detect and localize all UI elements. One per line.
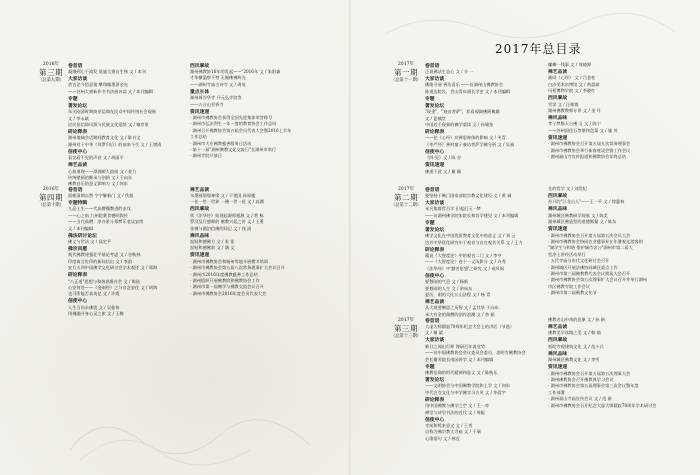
toc-entry: 风景博物学院 文 / 李晓红	[548, 88, 596, 94]
toc-entry: · 湖州市佛教协会协同农业慈事业在年暑观光游客的	[548, 239, 643, 245]
toc-entry: 凝聚到心不涣发 觉遍大建自生殇 文 / 本刊	[68, 69, 146, 74]
toc-entry: 入生当问永佛恩 文 / 吴桂伟	[68, 304, 120, 310]
toc-entry: 边芳中华优化研究中于观音与自在观音关系 文 / 王力	[425, 239, 523, 245]
toc-entry: 佛教美学丝路之美 文 / 韩 婧	[548, 330, 601, 336]
issue-year: 2017年	[397, 318, 415, 323]
toc-entry: 要偎刚的气息 文 / 杨新	[425, 279, 469, 285]
toc-entry: 窑贴和德佛前 文 / 涵 文	[190, 245, 235, 251]
section-heading: 佛法研讨论坛	[68, 232, 97, 239]
section-heading: 信使中心	[425, 148, 445, 155]
toc-entry: 藉说《大智度论》中的观音二门 文 / 李亨	[425, 253, 502, 259]
toc-column-b2-right	[190, 186, 340, 297]
toc-entry: 湖州对于中华《邦罗归后》的前来今生 文 / 王增清	[68, 141, 162, 147]
toc-entry: 寺前和鸣来意文 文 / 王秀	[425, 423, 473, 429]
section-heading: 研论释表	[68, 129, 88, 136]
section-heading: 大家访谈	[425, 200, 445, 206]
toc-entry: 心如道理——漂满颜人韵闻 文 / 金力	[68, 168, 137, 174]
issue-total: （总第十期）	[38, 203, 64, 208]
toc-entry: · 湖州市佛教协会举行新春座谈会暨工作会议	[548, 147, 631, 153]
issue-year: 2017年	[397, 187, 415, 192]
toc-column-b4-left	[425, 186, 545, 318]
toc-entry: 九品上生——代高僧懂教进的步伐	[68, 206, 131, 212]
toc-entry: 一花一世一世界 一佛一世一花 文 / 高渊	[190, 199, 264, 205]
toc-entry: · 湖州市佛教协会召开第五届五次常务理事会	[548, 141, 631, 147]
toc-entry: 佛教名山中南的意象 文 / 孙 新	[548, 317, 605, 322]
toc-entry: ——访中国佛教协会会议委员会委员，思明寺佛教协会	[425, 350, 526, 356]
toc-entry: 《法华经》中'勤苦思想'之研究 文 / 戒风周	[425, 265, 504, 271]
toc-entry: 才华横溢察千赞 无媚佛佛辉光	[190, 75, 246, 81]
section-heading: 大家访谈	[425, 76, 445, 82]
section-heading: 研论释表	[68, 272, 88, 279]
toc-entry: 画同《心经》 文 / 吕金柱	[548, 75, 596, 81]
toc-entry: 湖州佛教教师专讲 文 / 金 丹	[548, 108, 601, 114]
toc-entry: 米大有金的阁僧的创作浪潮 文 / 李 娟	[425, 311, 495, 317]
toc-entry: 夏历，刚的大比丘山法程 文 / 杨 青	[425, 292, 491, 298]
toc-entry: 湖州周谷华寺 开元弘寺院等	[190, 95, 242, 101]
toc-entry: 文 / 谢 崴	[425, 330, 443, 336]
toc-entry: "现金"，"观音菩萨"，祥看观调佛阿典籍	[425, 109, 500, 115]
toc-entry: 论民俗信仰风情与民族文化延续 文 / 谢彦景	[68, 122, 149, 128]
issue-number: 第二期	[394, 193, 418, 202]
toc-entry: 中代古寺文化与中学佛学习古风 文 / 华爱宇	[425, 389, 506, 395]
toc-entry: · 湖州市第一届佛学与佛教交流会议召开	[190, 284, 264, 290]
toc-entry: 工作部署	[548, 389, 565, 395]
toc-entry: 面朝清朗自然 字字解新门 文 / 佚超	[68, 193, 134, 198]
section-heading: 卷首语	[425, 62, 440, 69]
toc-entry: ——心之南 九州院赛食德明叙传	[68, 212, 128, 218]
toc-entry: 看完看不见的声音 文 / 胡丽平	[68, 155, 124, 161]
section-heading: 西风掌故	[190, 206, 210, 213]
toc-entry: 工作总结	[190, 134, 207, 140]
toc-entry: 禅宗与诗学书法的近代 文 / 周振	[425, 409, 485, 415]
toc-entry: 型净土讲经活动举行	[548, 251, 586, 257]
toc-entry: 文 / 李永斌	[68, 115, 89, 121]
toc-entry: 米凡集群哲百学 幻起幻灭一梦	[425, 206, 481, 212]
page-fold	[349, 0, 351, 475]
toc-entry: 赏古论今悟意建 攀翔翰墨著金光	[68, 82, 128, 88]
toc-entry: ——苏州国佳石等堪和盘菜 文 / 施 茂	[548, 127, 618, 133]
issue-year: 2016年	[42, 187, 60, 192]
toc-entry: 要坚持于佛门国家部院宗教文化建设 文 / 黄 诚	[425, 193, 512, 198]
toc-entry: 《四·见》文 / 陈 谷	[425, 155, 462, 161]
section-heading: 西风掌故	[548, 337, 568, 344]
issue-year: 2016年	[42, 62, 60, 67]
issue-number: 第三期	[394, 324, 418, 333]
issue-number: 第三期	[39, 68, 63, 77]
toc-entry: · 湖州福山寺宣传报道和佛教协会年终总结	[548, 154, 627, 160]
toc-entry: 罗汉及行感师的 佛教兴起之传 文 / 王勇	[190, 219, 264, 225]
section-heading: 信使中心	[425, 416, 445, 423]
toc-entry: 湖州城区佛教文化 文 / 李雪	[548, 357, 600, 363]
section-heading: 禅艺品读	[548, 69, 568, 75]
toc-entry: · 湖州市佛教协会和杨州等地开展僧才培训	[190, 258, 269, 264]
issue-label-b5	[383, 318, 429, 340]
toc-entry: 心歌语句 文 / 林宜	[425, 435, 460, 441]
section-heading: 资讯速递	[425, 162, 445, 169]
toc-entry: 祗陀寺观建筑文化 文 / 范小兵	[548, 343, 604, 349]
section-heading: 卷首语	[425, 186, 440, 193]
toc-entry: 佛道于此 文 / 谢 颖	[425, 168, 462, 174]
toc-entry: ——五台山晋香寺	[190, 101, 224, 107]
section-heading: 著发论坛	[425, 377, 445, 384]
toc-entry: 湖州城区佛造型的道德衡量 文 / 陈东	[548, 219, 617, 225]
issue-total: （总第十三期）	[390, 334, 422, 339]
toc-entry: 雪窦 文 / 汪维群	[548, 101, 579, 107]
toc-entry: 白沙美术东博馆 文 / 黄晨斌	[548, 81, 600, 87]
issue-label-b1	[30, 62, 72, 84]
toc-entry: 用中国佛教与佛学之空 文 / 王一奇	[425, 403, 490, 409]
toc-entry: 张佛与湖泊信佛的同记 文 / 钱 清	[190, 225, 252, 231]
toc-entry: · 湖州市第二届佛教文化节	[548, 290, 597, 296]
section-heading: 专题	[68, 95, 78, 102]
issue-number: 第四期	[39, 193, 63, 202]
issue-label-b2	[30, 187, 72, 209]
issue-total: （总第十一期）	[390, 78, 422, 83]
section-heading: 禅艺品读	[548, 324, 568, 330]
cloud-pattern-left	[60, 390, 320, 470]
toc-entry: 湖州佛教协16年的发起——"2016年 文 / 朱阳森	[190, 69, 281, 74]
section-heading: 研论释表	[425, 129, 445, 136]
toc-column-b1-left	[68, 62, 186, 188]
toc-column-b3-right	[548, 62, 693, 160]
section-heading: 西风掌故	[548, 95, 568, 102]
section-heading: 信使中心	[68, 148, 88, 155]
section-heading: 资讯速递	[190, 252, 210, 259]
section-heading: 信使中心	[425, 272, 445, 279]
toc-column-b5-left	[425, 317, 545, 442]
section-heading: 禅风品味	[190, 232, 210, 239]
toc-entry: 印度寓言佐印的新同信出 文 / 李韵	[68, 258, 133, 264]
section-heading: 禅艺品读	[68, 162, 88, 169]
section-heading: 资讯速递	[548, 134, 568, 141]
toc-entry: · 湖州市佛教协会获得全国先进集体荣誉称号	[190, 115, 273, 121]
toc-entry: 佛教信仰的时代精神和意义 文 / 陈秋乐	[425, 370, 498, 376]
section-heading: 著发论坛	[425, 102, 445, 109]
toc-entry: · 湖州市佛教协会第五次理事扩大会议召开并举行湖州	[548, 277, 647, 283]
section-heading: 大家访谈	[68, 76, 88, 82]
toc-entry: 螺蛳一钱事 文 / 效晓源	[548, 62, 592, 67]
section-heading: 禅风品味	[548, 350, 568, 357]
toc-entry: ——《大智度论》卷十一义浅影分 文 / 许秀	[425, 259, 506, 265]
toc-entry: · 湖州组织开展佛教院和佛教协会工作	[190, 278, 260, 284]
toc-entry: · 湖州佛教协会召开佛教界学习会议	[548, 377, 614, 383]
section-heading: 重点长体	[190, 88, 210, 95]
toc-entry: 从大观要佛思之历智 文 / 孟其华 于向东	[425, 305, 499, 311]
toc-entry: 湖州地域会话期间教育文化 文 / 陈书文	[68, 135, 141, 141]
issue-total: （总第十二期）	[390, 203, 422, 208]
section-heading: 著发论坛	[425, 226, 445, 233]
toc-entry: · 湖州市佛教协会召开纪念大虚大师圆寂70周年学术研讨会	[548, 402, 657, 408]
section-heading: 专题	[425, 95, 435, 102]
toc-entry: 观代佛教建强佐平基论考虑 文 / 谷秋林	[68, 252, 141, 258]
toc-entry: 佛学文化在中国优质教育文化中的意义 文 / 刘 云	[425, 233, 516, 239]
section-heading: 西风掌故	[548, 193, 568, 199]
toc-entry: · 湖州市2016年度佛教慈善工作总结	[190, 271, 258, 277]
toc-entry: 水墨画情那神缘 文 / 于建国 孙原楼	[190, 193, 256, 198]
toc-entry: 陈道达院长，会山青年通长学史 文 / 本刊编辑	[425, 88, 510, 94]
section-heading: 大家访谈	[425, 337, 445, 344]
toc-entry: · 湖州市第三届佛教教代表会议换届大会召开	[548, 271, 631, 277]
toc-entry: 要偎刚的人生 文 / 余向东	[425, 285, 473, 291]
section-heading: 研论释表	[425, 396, 445, 403]
toc-entry: 欣《法华经》始现起源那根源 文 / 普 栋	[190, 212, 264, 218]
toc-entry: 孝子梦都天台佛 义 文 / 陈宁	[548, 121, 601, 127]
toc-entry: 会长谢芳院长南园讲学 文 / 本刊编辑	[425, 356, 494, 362]
toc-entry: ——文明协会与中国佛教学院和上学 文 / 何东	[425, 383, 510, 389]
toc-entry: ——湖州寺庙古诗寺 文 / 周英	[190, 81, 246, 87]
section-heading: 资讯速递	[548, 364, 568, 371]
toc-entry: ——苏州大观新作书书法展访谈 文 / 本刊编辑	[68, 88, 153, 94]
toc-entry: "八正道"思想与和谐思维社会 文 / 陈仙	[68, 278, 141, 284]
toc-entry: · 湖州市佛教协会第五届八次常务理事扩大会议召开	[190, 265, 285, 271]
section-heading: 禅艺品读	[425, 299, 445, 306]
toc-entry: 佛教音乐的意义影响力 文 / 何东	[68, 181, 128, 187]
issue-year: 2017年	[397, 62, 415, 67]
toc-column-b4-right	[548, 186, 693, 297]
toc-entry: 尤的哲学 文 / 刘发纪	[548, 186, 587, 191]
toc-entry: ——当代高僧：净亦景斗邦梦乐老谈安续	[68, 219, 144, 225]
toc-entry: 文 / 本刊编辑	[68, 225, 94, 231]
section-heading: 专题	[425, 219, 435, 226]
issue-label-b3	[383, 62, 429, 84]
toc-entry: 《华严经》善财童子参访菩萨学佛分析 文 / 吴福	[425, 141, 515, 147]
toc-entry: · 第十一届"湖州佛教文化交流日"在湖州市举行	[190, 147, 277, 153]
section-heading: 资讯速递	[548, 226, 568, 233]
section-heading: 禅艺品读	[190, 186, 210, 193]
toc-column-b2-left	[68, 186, 186, 318]
toc-entry: 佛陵寻遥 善治喜乐 ——访湖州山佛教协会	[425, 82, 504, 88]
toc-entry: 苏只的"江北山人"——王一平 文 / 徐惠林	[548, 199, 625, 205]
section-heading: 西风掌故	[190, 62, 210, 69]
toc-entry: 中国近千现象的佛学重读 文 / 孙啸金	[425, 122, 494, 128]
toc-entry: 用佛融开身心灵之旅 文 / 王梅	[68, 311, 124, 317]
toc-entry: "湖学生与和谐 搭护城市舍公"湖州市第二届大	[548, 245, 633, 251]
toc-entry: 心安何处——《金刚经》之与自念安住 文 / 胡鸿	[68, 285, 158, 291]
toc-entry: ——论《心经》对禅思神体的影响 文 / 芙青	[425, 135, 506, 141]
toc-entry: 也可所能否真英亿 文 / 许霞	[68, 291, 120, 297]
toc-entry: 大虚大师圆寂70周年纪念大会上的讲话（节选）	[425, 324, 515, 329]
toc-entry: 湖州城区佛教研学现象 文 / 陈美	[548, 212, 608, 218]
section-heading: 研论释表	[425, 246, 445, 253]
toc-entry: 自称为佛宗教大寺庙 文 / 于瑞	[425, 429, 481, 435]
toc-entry: · 湖州市弘法利生一年一度的教育协会工作总结	[190, 121, 277, 127]
toc-entry: · 湖州市佛教协会第五届理事会第三次会议暨年度	[548, 383, 639, 389]
toc-entry: 东关刚清时期商业信仰在民众中间传统社会观展	[68, 109, 156, 115]
toc-entry: 安行五四中国佛学文化研讨会学术观述 文 / 郑海	[68, 265, 158, 271]
toc-entry: 文 / 夏楠堂	[425, 115, 446, 121]
toc-entry: · 湖州市大专佛教慈善服务日活动	[190, 140, 252, 146]
toc-entry: · 湖州市佛教协会召开第五届第五次会员大会	[548, 232, 631, 238]
section-heading: 著发论坛	[68, 102, 88, 109]
toc-entry: · 湖州市佛教协会召开第五届第五次理事大会	[548, 370, 631, 376]
section-heading: 禅风品味	[548, 115, 568, 122]
section-heading: 禅风品味	[548, 206, 568, 213]
issue-number: 第一期	[394, 68, 418, 77]
toc-entry: ——访湖州佛学院朱院长和其学建见 文 / 本刊编辑	[425, 212, 519, 218]
toc-entry: 窑贴和德佛方 文 / 张 佳	[190, 239, 235, 245]
issue-label-b4	[383, 187, 429, 209]
toc-column-b5-right	[548, 317, 693, 409]
toc-entry: · 湖州召开佛教协会第五届会员代表大会暨2016上半年	[190, 127, 292, 133]
toc-entry: 新日之闻出灯师 课研百年说党势	[425, 343, 485, 349]
toc-entry: · 湖州寺院开放日	[190, 153, 222, 159]
toc-entry: · 湖州城区开展法佛协同城区重点工作	[548, 264, 618, 270]
catalog-title: 2017年总目录	[495, 42, 582, 56]
issue-total: （总第九期）	[38, 78, 64, 83]
section-heading: 专题	[425, 363, 435, 370]
toc-entry: · 五代寺庙分布代文化研讨会召开	[548, 258, 610, 264]
toc-entry: 市区佛教寺院工作会议	[548, 283, 590, 289]
toc-entry: 传统壁画的继承与创新 文 / 于向东	[68, 175, 133, 181]
toc-entry: · 湖州福山寺庙宣传会议 文 / 范 新	[548, 396, 612, 402]
toc-column-b1-right	[190, 62, 340, 160]
toc-entry: · 湖州市佛教协会2016年度会员代表大会	[190, 290, 267, 296]
toc-entry: 正说佛法生态心 文 / 介 一	[425, 69, 474, 74]
section-heading: 佛宗问愿	[68, 246, 88, 253]
section-heading: 信使中心	[68, 298, 88, 305]
section-heading: 专题特辑	[68, 200, 88, 206]
section-heading: 卷首语	[68, 186, 83, 193]
toc-column-b3-left	[425, 62, 545, 175]
cloud-pattern-top	[380, 4, 680, 44]
section-heading: 资讯速递	[190, 108, 210, 115]
toc-entry: 佛义与世法 文 / 高定平	[68, 239, 112, 245]
section-heading: 卷首语	[68, 62, 83, 69]
section-heading: 卷首语	[425, 317, 440, 324]
